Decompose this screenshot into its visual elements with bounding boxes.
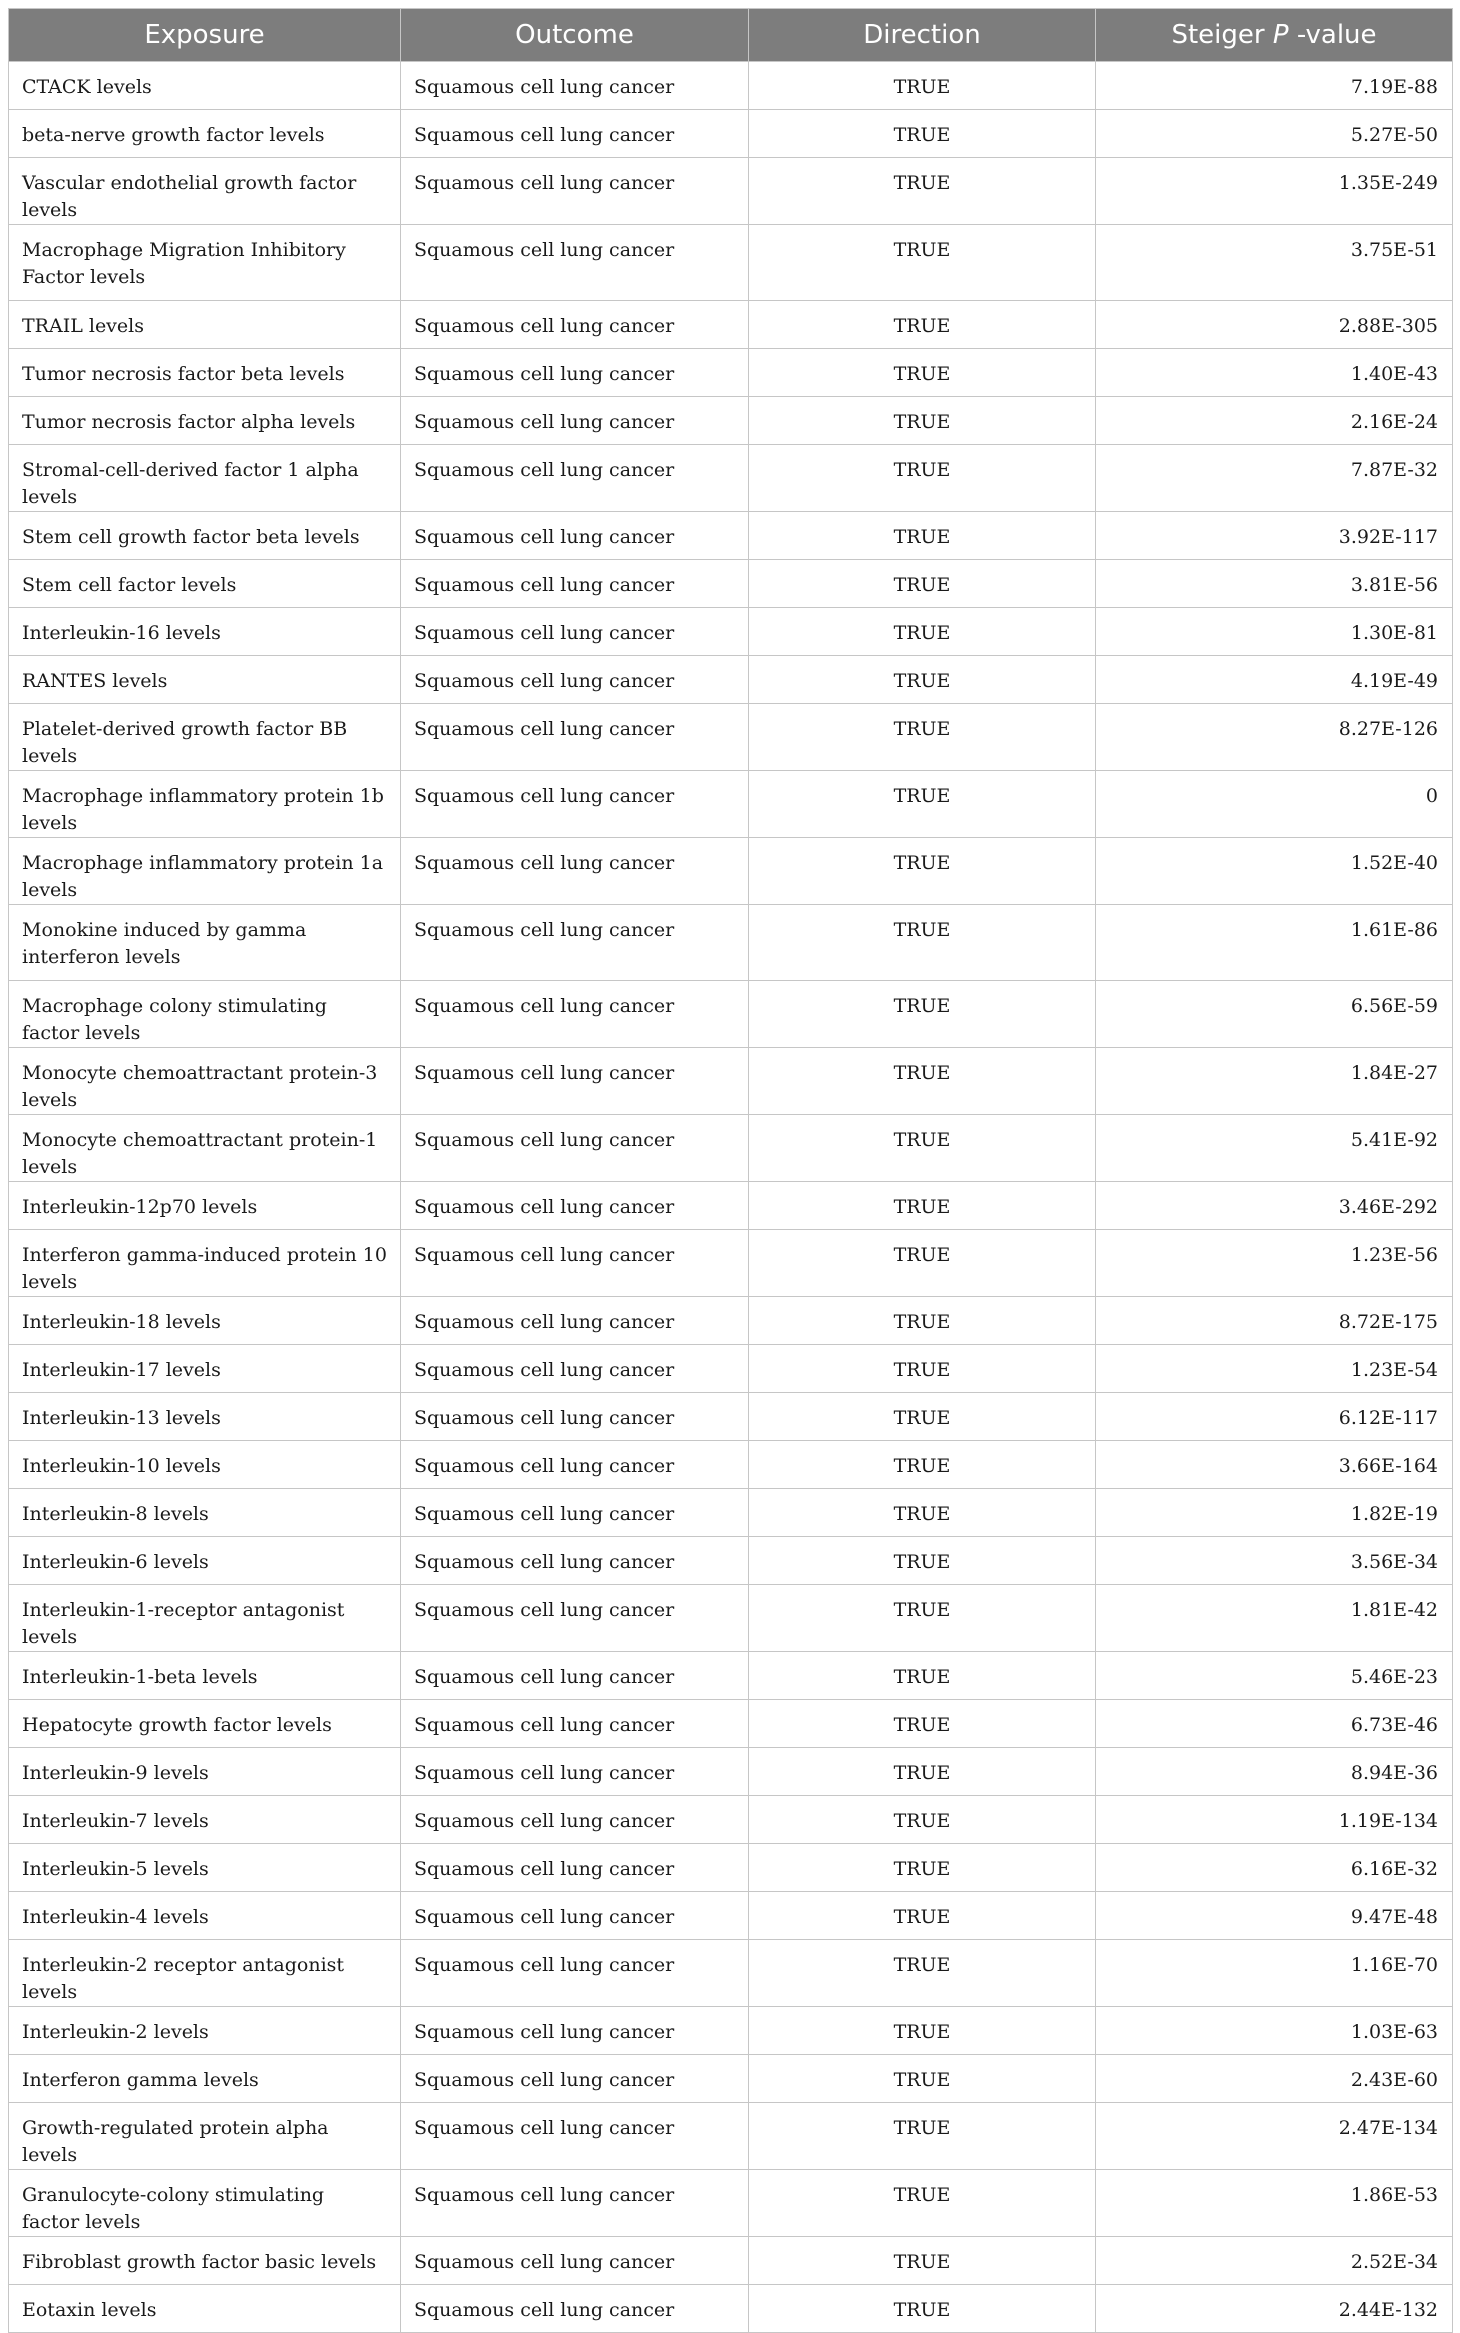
cell-outcome: Squamous cell lung cancer: [401, 110, 749, 158]
table-row: [9, 225, 1453, 301]
cell-outcome: Squamous cell lung cancer: [401, 1700, 749, 1748]
table-header: [9, 9, 1453, 62]
cell-exposure: TRAIL levels: [9, 301, 401, 349]
cell-outcome: Squamous cell lung cancer: [401, 1489, 749, 1537]
cell-outcome: Squamous cell lung cancer: [401, 225, 749, 301]
cell-steiger-pvalue: 8.27E-126: [1096, 704, 1453, 771]
table-row: [9, 1652, 1453, 1700]
cell-direction: TRUE: [749, 158, 1096, 225]
cell-outcome: Squamous cell lung cancer: [401, 397, 749, 445]
header-exposure: Exposure: [9, 9, 401, 62]
cell-outcome: Squamous cell lung cancer: [401, 512, 749, 560]
cell-steiger-pvalue: 8.94E-36: [1096, 1748, 1453, 1796]
cell-exposure: Monokine induced by gamma interferon levels: [9, 905, 401, 981]
cell-exposure: Interferon gamma levels: [9, 2055, 401, 2103]
cell-exposure: Growth-regulated protein alpha levels: [9, 2103, 401, 2170]
cell-exposure: Granulocyte-colony stimulating factor levels: [9, 2170, 401, 2237]
cell-exposure: Interleukin-2 receptor antagonist levels: [9, 1940, 401, 2007]
cell-steiger-pvalue: 1.81E-42: [1096, 1585, 1453, 1652]
cell-direction: TRUE: [749, 349, 1096, 397]
table-row: [9, 704, 1453, 771]
table-row: [9, 1700, 1453, 1748]
cell-direction: TRUE: [749, 1345, 1096, 1393]
cell-exposure: Macrophage colony stimulating factor levels: [9, 981, 401, 1048]
cell-steiger-pvalue: 1.19E-134: [1096, 1796, 1453, 1844]
results-table-container: [8, 8, 1452, 2333]
cell-steiger-pvalue: 1.82E-19: [1096, 1489, 1453, 1537]
table-row: [9, 1297, 1453, 1345]
cell-outcome: Squamous cell lung cancer: [401, 1796, 749, 1844]
cell-steiger-pvalue: 1.84E-27: [1096, 1048, 1453, 1115]
cell-steiger-pvalue: 2.16E-24: [1096, 397, 1453, 445]
table-row: [9, 397, 1453, 445]
cell-exposure: Interleukin-1-receptor antagonist levels: [9, 1585, 401, 1652]
table-row: [9, 1537, 1453, 1585]
cell-outcome: Squamous cell lung cancer: [401, 2007, 749, 2055]
cell-outcome: Squamous cell lung cancer: [401, 1048, 749, 1115]
cell-direction: TRUE: [749, 1230, 1096, 1297]
cell-outcome: Squamous cell lung cancer: [401, 1844, 749, 1892]
cell-direction: TRUE: [749, 2055, 1096, 2103]
cell-outcome: Squamous cell lung cancer: [401, 608, 749, 656]
cell-steiger-pvalue: 9.47E-48: [1096, 1892, 1453, 1940]
table-row: [9, 2007, 1453, 2055]
cell-steiger-pvalue: 6.73E-46: [1096, 1700, 1453, 1748]
cell-direction: TRUE: [749, 608, 1096, 656]
table-row: [9, 1182, 1453, 1230]
cell-outcome: Squamous cell lung cancer: [401, 560, 749, 608]
table-row: [9, 1796, 1453, 1844]
cell-direction: TRUE: [749, 2103, 1096, 2170]
cell-outcome: Squamous cell lung cancer: [401, 1115, 749, 1182]
table-row: [9, 905, 1453, 981]
cell-steiger-pvalue: 5.46E-23: [1096, 1652, 1453, 1700]
table-row: [9, 445, 1453, 512]
cell-direction: TRUE: [749, 2170, 1096, 2237]
cell-steiger-pvalue: 0: [1096, 771, 1453, 838]
cell-steiger-pvalue: 3.92E-117: [1096, 512, 1453, 560]
cell-steiger-pvalue: 1.23E-54: [1096, 1345, 1453, 1393]
table-row: [9, 1115, 1453, 1182]
cell-outcome: Squamous cell lung cancer: [401, 445, 749, 512]
table-row: [9, 2055, 1453, 2103]
table-row: [9, 1441, 1453, 1489]
table-row: [9, 2103, 1453, 2170]
cell-outcome: Squamous cell lung cancer: [401, 158, 749, 225]
cell-steiger-pvalue: 1.35E-249: [1096, 158, 1453, 225]
cell-steiger-pvalue: 1.30E-81: [1096, 608, 1453, 656]
cell-direction: TRUE: [749, 905, 1096, 981]
cell-exposure: Interleukin-9 levels: [9, 1748, 401, 1796]
cell-steiger-pvalue: 5.27E-50: [1096, 110, 1453, 158]
cell-exposure: Interleukin-6 levels: [9, 1537, 401, 1585]
cell-exposure: Interleukin-13 levels: [9, 1393, 401, 1441]
cell-outcome: Squamous cell lung cancer: [401, 1345, 749, 1393]
cell-exposure: Interleukin-12p70 levels: [9, 1182, 401, 1230]
cell-exposure: Platelet-derived growth factor BB levels: [9, 704, 401, 771]
table-row: [9, 771, 1453, 838]
cell-exposure: Interleukin-2 levels: [9, 2007, 401, 2055]
cell-steiger-pvalue: 3.81E-56: [1096, 560, 1453, 608]
header-pvalue-suffix: -value: [1296, 20, 1377, 50]
cell-steiger-pvalue: 7.19E-88: [1096, 62, 1453, 110]
cell-steiger-pvalue: 2.52E-34: [1096, 2237, 1453, 2285]
cell-exposure: Monocyte chemoattractant protein-3 levels: [9, 1048, 401, 1115]
cell-steiger-pvalue: 2.43E-60: [1096, 2055, 1453, 2103]
cell-outcome: Squamous cell lung cancer: [401, 1393, 749, 1441]
cell-direction: TRUE: [749, 2285, 1096, 2333]
cell-exposure: Interleukin-5 levels: [9, 1844, 401, 1892]
header-direction: Direction: [749, 9, 1096, 62]
header-steiger-pvalue: [1096, 9, 1453, 62]
cell-outcome: Squamous cell lung cancer: [401, 1940, 749, 2007]
cell-direction: TRUE: [749, 2237, 1096, 2285]
cell-outcome: Squamous cell lung cancer: [401, 905, 749, 981]
table-row: [9, 1585, 1453, 1652]
cell-direction: TRUE: [749, 656, 1096, 704]
table-row: [9, 1230, 1453, 1297]
cell-steiger-pvalue: 2.88E-305: [1096, 301, 1453, 349]
cell-outcome: Squamous cell lung cancer: [401, 1441, 749, 1489]
cell-steiger-pvalue: 2.44E-132: [1096, 2285, 1453, 2333]
cell-direction: TRUE: [749, 560, 1096, 608]
cell-exposure: Interleukin-7 levels: [9, 1796, 401, 1844]
cell-outcome: Squamous cell lung cancer: [401, 838, 749, 905]
cell-direction: TRUE: [749, 1796, 1096, 1844]
table-row: [9, 2237, 1453, 2285]
cell-exposure: Hepatocyte growth factor levels: [9, 1700, 401, 1748]
cell-direction: TRUE: [749, 1489, 1096, 1537]
cell-steiger-pvalue: 1.23E-56: [1096, 1230, 1453, 1297]
cell-steiger-pvalue: 1.86E-53: [1096, 2170, 1453, 2237]
cell-exposure: Fibroblast growth factor basic levels: [9, 2237, 401, 2285]
table-row: [9, 349, 1453, 397]
cell-steiger-pvalue: 2.47E-134: [1096, 2103, 1453, 2170]
cell-direction: TRUE: [749, 1393, 1096, 1441]
cell-outcome: Squamous cell lung cancer: [401, 2055, 749, 2103]
table-row: [9, 656, 1453, 704]
cell-direction: TRUE: [749, 1297, 1096, 1345]
cell-exposure: Tumor necrosis factor alpha levels: [9, 397, 401, 445]
cell-exposure: RANTES levels: [9, 656, 401, 704]
cell-steiger-pvalue: 3.75E-51: [1096, 225, 1453, 301]
table-row: [9, 301, 1453, 349]
cell-outcome: Squamous cell lung cancer: [401, 2237, 749, 2285]
cell-exposure: Stem cell factor levels: [9, 560, 401, 608]
table-row: [9, 560, 1453, 608]
cell-steiger-pvalue: 6.12E-117: [1096, 1393, 1453, 1441]
cell-steiger-pvalue: 5.41E-92: [1096, 1115, 1453, 1182]
cell-steiger-pvalue: 1.40E-43: [1096, 349, 1453, 397]
table-row: [9, 1489, 1453, 1537]
cell-direction: TRUE: [749, 445, 1096, 512]
cell-outcome: Squamous cell lung cancer: [401, 62, 749, 110]
cell-exposure: Interleukin-17 levels: [9, 1345, 401, 1393]
cell-steiger-pvalue: 1.03E-63: [1096, 2007, 1453, 2055]
cell-steiger-pvalue: 3.46E-292: [1096, 1182, 1453, 1230]
cell-direction: TRUE: [749, 301, 1096, 349]
cell-exposure: Interleukin-4 levels: [9, 1892, 401, 1940]
cell-exposure: Macrophage inflammatory protein 1a levels: [9, 838, 401, 905]
cell-direction: TRUE: [749, 1700, 1096, 1748]
cell-steiger-pvalue: 3.66E-164: [1096, 1441, 1453, 1489]
cell-outcome: Squamous cell lung cancer: [401, 1297, 749, 1345]
header-outcome: Outcome: [401, 9, 749, 62]
cell-direction: TRUE: [749, 1048, 1096, 1115]
cell-direction: TRUE: [749, 771, 1096, 838]
table-row: [9, 838, 1453, 905]
cell-direction: TRUE: [749, 1892, 1096, 1940]
cell-direction: TRUE: [749, 1585, 1096, 1652]
cell-outcome: Squamous cell lung cancer: [401, 1652, 749, 1700]
table-row: [9, 2285, 1453, 2333]
table-row: [9, 1892, 1453, 1940]
cell-outcome: Squamous cell lung cancer: [401, 771, 749, 838]
cell-steiger-pvalue: 6.56E-59: [1096, 981, 1453, 1048]
cell-direction: TRUE: [749, 225, 1096, 301]
cell-steiger-pvalue: 6.16E-32: [1096, 1844, 1453, 1892]
header-pvalue-italic: P: [1272, 20, 1289, 50]
table-row: [9, 981, 1453, 1048]
header-pvalue-prefix: Steiger: [1171, 20, 1265, 50]
cell-direction: TRUE: [749, 1940, 1096, 2007]
cell-exposure: CTACK levels: [9, 62, 401, 110]
cell-exposure: Interleukin-16 levels: [9, 608, 401, 656]
table-row: [9, 158, 1453, 225]
cell-direction: TRUE: [749, 1115, 1096, 1182]
table-row: [9, 1345, 1453, 1393]
cell-outcome: Squamous cell lung cancer: [401, 1182, 749, 1230]
cell-exposure: Tumor necrosis factor beta levels: [9, 349, 401, 397]
cell-exposure: Interleukin-18 levels: [9, 1297, 401, 1345]
cell-exposure: Interferon gamma-induced protein 10 levels: [9, 1230, 401, 1297]
cell-outcome: Squamous cell lung cancer: [401, 1585, 749, 1652]
cell-direction: TRUE: [749, 981, 1096, 1048]
cell-outcome: Squamous cell lung cancer: [401, 1230, 749, 1297]
table-body: [9, 62, 1453, 2333]
cell-exposure: Monocyte chemoattractant protein-1 levels: [9, 1115, 401, 1182]
cell-outcome: Squamous cell lung cancer: [401, 656, 749, 704]
cell-direction: TRUE: [749, 1182, 1096, 1230]
cell-exposure: Macrophage Migration Inhibitory Factor levels: [9, 225, 401, 301]
steiger-results-table: [8, 8, 1453, 2333]
cell-outcome: Squamous cell lung cancer: [401, 981, 749, 1048]
cell-steiger-pvalue: 7.87E-32: [1096, 445, 1453, 512]
cell-direction: TRUE: [749, 1537, 1096, 1585]
table-row: [9, 608, 1453, 656]
cell-exposure: Interleukin-10 levels: [9, 1441, 401, 1489]
cell-steiger-pvalue: 3.56E-34: [1096, 1537, 1453, 1585]
table-row: [9, 1393, 1453, 1441]
table-row: [9, 1844, 1453, 1892]
cell-outcome: Squamous cell lung cancer: [401, 2170, 749, 2237]
cell-exposure: Stem cell growth factor beta levels: [9, 512, 401, 560]
cell-outcome: Squamous cell lung cancer: [401, 1892, 749, 1940]
cell-direction: TRUE: [749, 2007, 1096, 2055]
cell-outcome: Squamous cell lung cancer: [401, 1537, 749, 1585]
cell-outcome: Squamous cell lung cancer: [401, 2285, 749, 2333]
cell-direction: TRUE: [749, 838, 1096, 905]
cell-direction: TRUE: [749, 1748, 1096, 1796]
cell-steiger-pvalue: 1.61E-86: [1096, 905, 1453, 981]
cell-outcome: Squamous cell lung cancer: [401, 2103, 749, 2170]
cell-direction: TRUE: [749, 110, 1096, 158]
cell-direction: TRUE: [749, 1441, 1096, 1489]
cell-outcome: Squamous cell lung cancer: [401, 301, 749, 349]
cell-outcome: Squamous cell lung cancer: [401, 349, 749, 397]
cell-exposure: Interleukin-1-beta levels: [9, 1652, 401, 1700]
cell-steiger-pvalue: 8.72E-175: [1096, 1297, 1453, 1345]
cell-exposure: Interleukin-8 levels: [9, 1489, 401, 1537]
cell-outcome: Squamous cell lung cancer: [401, 704, 749, 771]
header-row: [9, 9, 1453, 62]
cell-direction: TRUE: [749, 397, 1096, 445]
table-row: [9, 1940, 1453, 2007]
cell-direction: TRUE: [749, 512, 1096, 560]
cell-steiger-pvalue: 1.52E-40: [1096, 838, 1453, 905]
cell-direction: TRUE: [749, 1652, 1096, 1700]
cell-direction: TRUE: [749, 62, 1096, 110]
cell-steiger-pvalue: 1.16E-70: [1096, 1940, 1453, 2007]
table-row: [9, 2170, 1453, 2237]
table-row: [9, 62, 1453, 110]
cell-exposure: Vascular endothelial growth factor levels: [9, 158, 401, 225]
cell-exposure: Macrophage inflammatory protein 1b levels: [9, 771, 401, 838]
table-row: [9, 512, 1453, 560]
table-row: [9, 1048, 1453, 1115]
cell-exposure: Eotaxin levels: [9, 2285, 401, 2333]
table-row: [9, 110, 1453, 158]
table-row: [9, 1748, 1453, 1796]
cell-direction: TRUE: [749, 704, 1096, 771]
cell-steiger-pvalue: 4.19E-49: [1096, 656, 1453, 704]
cell-outcome: Squamous cell lung cancer: [401, 1748, 749, 1796]
cell-exposure: beta-nerve growth factor levels: [9, 110, 401, 158]
cell-exposure: Stromal-cell-derived factor 1 alpha levels: [9, 445, 401, 512]
cell-direction: TRUE: [749, 1844, 1096, 1892]
